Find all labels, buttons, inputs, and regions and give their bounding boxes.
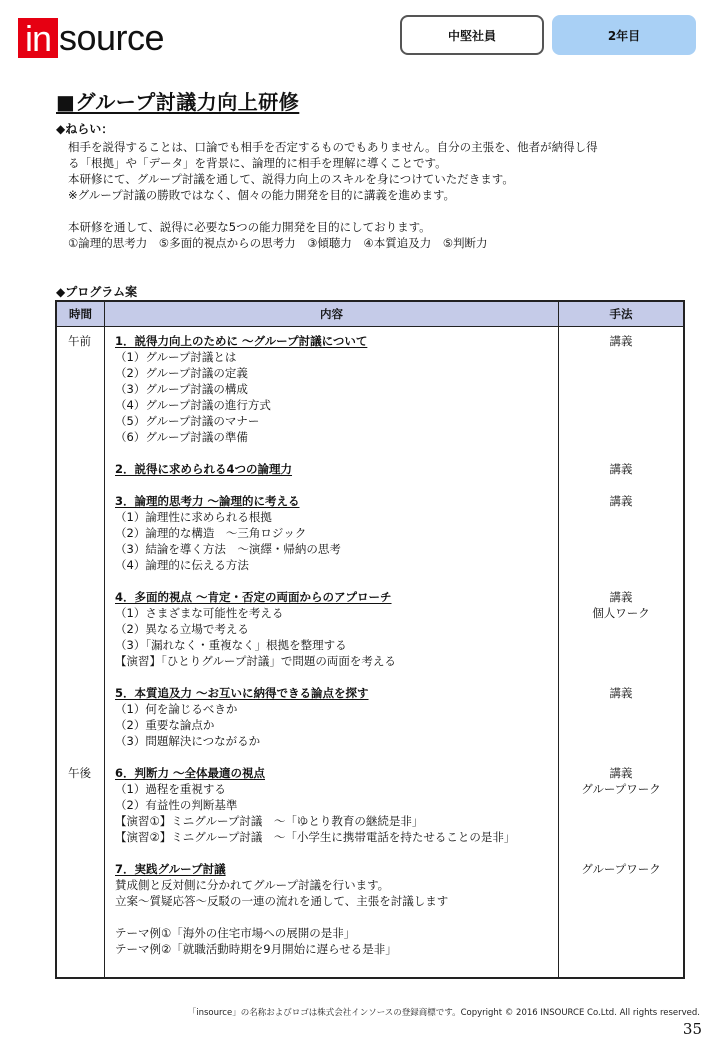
section-line: （1）グループ討議とは bbox=[115, 350, 237, 364]
aim-body bbox=[68, 139, 688, 251]
method-label: 講義 bbox=[609, 462, 633, 476]
program-section bbox=[115, 493, 558, 573]
time-am: 午前 bbox=[68, 334, 91, 348]
method-label: 講義 bbox=[609, 334, 633, 348]
time-pm: 午後 bbox=[68, 766, 91, 780]
level-badge: 中堅社員 bbox=[400, 15, 544, 55]
section-line: （3）グループ討議の構成 bbox=[115, 382, 248, 396]
section-line: 立案～質疑応答～反駁の一連の流れを通して、主張を討議します bbox=[115, 894, 449, 908]
header-method: 手法 bbox=[559, 301, 685, 327]
header-content: 内容 bbox=[105, 301, 559, 327]
section-line: テーマ例①「海外の住宅市場への展開の是非」 bbox=[115, 926, 356, 940]
aim-heading: ◆ねらい： bbox=[56, 122, 114, 136]
section-heading: 3．論理的思考力 ～論理的に考える bbox=[115, 494, 300, 508]
section-heading: 7．実践グループ討議 bbox=[115, 862, 226, 876]
method-label: 個人ワーク bbox=[592, 606, 650, 620]
content-column bbox=[105, 327, 559, 979]
section-line: （1）何を論じるべきか bbox=[115, 702, 238, 716]
aim-line: 相手を説得することは、口論でも相手を否定するものでもありません。自分の主張を、他者が納得し得 bbox=[68, 140, 598, 154]
logo-red-block: in bbox=[18, 18, 58, 58]
section-heading: 5．本質追及力 ～お互いに納得できる論点を探す bbox=[115, 686, 369, 700]
section-line: （3）「漏れなく・重複なく」根拠を整理する bbox=[115, 638, 347, 652]
method-label: グループワーク bbox=[581, 862, 661, 876]
program-table bbox=[55, 300, 685, 979]
section-line: テーマ例②「就職活動時期を9月開始に遅らせる是非」 bbox=[115, 942, 397, 956]
aim-line: 本研修を通して、説得に必要な5つの能力開発を目的にしております。 bbox=[68, 220, 431, 234]
method-label: 講義 bbox=[609, 766, 633, 780]
program-section bbox=[115, 861, 558, 957]
section-heading: 6．判断力 ～全体最適の視点 bbox=[115, 766, 266, 780]
aim-line: る「根拠」や「データ」を背景に、論理的に相手を理解に導くことです。 bbox=[68, 156, 447, 170]
program-section bbox=[115, 461, 558, 477]
page-title: ■グループ討議力向上研修 bbox=[56, 90, 300, 114]
section-line: （4）グループ討議の進行方式 bbox=[115, 398, 271, 412]
program-heading: ◆プログラム案 bbox=[56, 285, 138, 299]
section-heading: 1．説得力向上のために ～グループ討議について bbox=[115, 334, 368, 348]
section-line: 【演習②】ミニグループ討議 ～「小学生に携帯電話を持たせることの是非」 bbox=[115, 830, 516, 844]
program-section bbox=[115, 685, 558, 749]
section-line: （1）論理性に求められる根拠 bbox=[115, 510, 272, 524]
logo-text: source bbox=[59, 17, 165, 58]
year-badge: 2年目 bbox=[552, 15, 696, 55]
program-section bbox=[115, 765, 558, 845]
section-line: （2）論理的な構造 ～三角ロジック bbox=[115, 526, 307, 540]
section-line: （4）論理的に伝える方法 bbox=[115, 558, 249, 572]
header-time: 時間 bbox=[56, 301, 105, 327]
section-line: （6）グループ討議の準備 bbox=[115, 430, 248, 444]
aim-line: 本研修にて、グループ討議を通して、説得力向上のスキルを身につけていただきます。 bbox=[68, 172, 514, 186]
section-heading: 2．説得に求められる4つの論理力 bbox=[115, 462, 293, 476]
section-line: （1）さまざまな可能性を考える bbox=[115, 606, 284, 620]
method-label: 講義 bbox=[609, 590, 633, 604]
section-line: （3）結論を導く方法 ～演繹・帰納の思考 bbox=[115, 542, 341, 556]
section-line: （1）過程を重視する bbox=[115, 782, 226, 796]
section-line: （2）重要な論点か bbox=[115, 718, 215, 732]
section-line: （2）有益性の判断基準 bbox=[115, 798, 238, 812]
time-column bbox=[56, 327, 105, 979]
page-number: 35 bbox=[682, 1020, 702, 1038]
method-label: 講義 bbox=[609, 686, 633, 700]
section-line: 賛成側と反対側に分かれてグループ討議を行います。 bbox=[115, 878, 390, 892]
aim-line: ※グループ討議の勝敗ではなく、個々の能力開発を目的に講義を進めます。 bbox=[68, 188, 456, 202]
section-line: （2）異なる立場で考える bbox=[115, 622, 249, 636]
insource-logo bbox=[18, 18, 164, 58]
section-line: （5）グループ討議のマナー bbox=[115, 414, 260, 428]
copyright-footer: 「insource」の名称およびロゴは株式会社インソースの登録商標です。Copyright © 2016 INSOURCE Co.Ltd. All rights reserved. bbox=[187, 1008, 700, 1018]
aim-line: ①論理的思考力 ⑤多面的視点からの思考力 ③傾聴力 ④本質追及力 ⑤判断力 bbox=[68, 236, 488, 250]
section-line: 【演習】「ひとりグループ討議」で問題の両面を考える bbox=[115, 654, 396, 668]
section-heading: 4．多面的視点 ～肯定・否定の両面からのアプローチ bbox=[115, 590, 392, 604]
section-line: 【演習①】ミニグループ討議 ～「ゆとり教育の継続是非」 bbox=[115, 814, 424, 828]
section-line: （2）グループ討議の定義 bbox=[115, 366, 248, 380]
method-label: グループワーク bbox=[581, 782, 661, 796]
program-section bbox=[115, 333, 558, 445]
method-column bbox=[559, 327, 685, 979]
method-label: 講義 bbox=[609, 494, 633, 508]
section-line: （3）問題解決につながるか bbox=[115, 734, 261, 748]
program-section bbox=[115, 589, 558, 669]
